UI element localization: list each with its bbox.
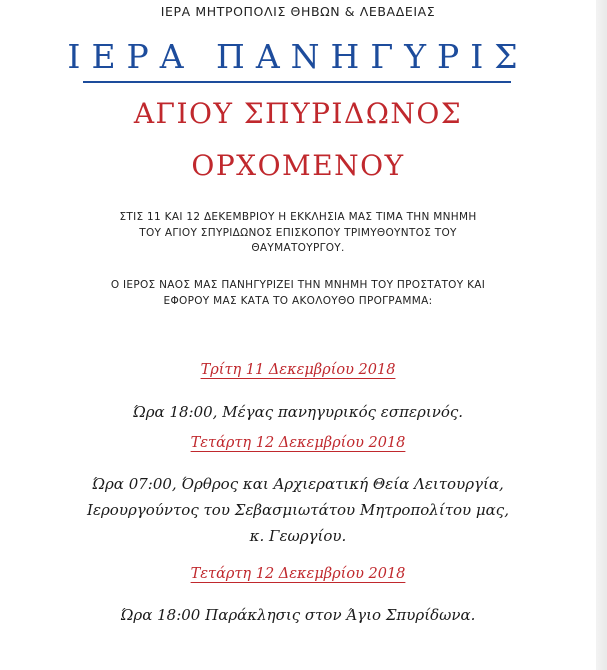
program-intro-paragraph — [0, 278, 596, 309]
intro-paragraph — [0, 210, 596, 257]
event-line: Ώρα 18:00, Μέγας πανηγυρικός εσπερινός. — [132, 403, 464, 421]
intro-line: ΤΟΥ ΑΓΙΟΥ ΣΠΥΡΙΔΩΝΟΣ ΕΠΙΣΚΟΠΟΥ ΤΡΙΜΥΘΟΥΝΤΟΣ ΤΟΥ — [139, 226, 457, 239]
event-line: Ώρα 07:00, Όρθρος και Αρχιερατική Θεία Λειτουργία, — [92, 475, 504, 493]
schedule-date — [0, 435, 596, 451]
page-title: ΙΕΡΑ ΠΑΝΗΓΥΡΙΣ — [67, 37, 529, 76]
schedule-date — [0, 566, 596, 582]
schedule-date-text: Τετάρτη 12 Δεκεμβρίου 2018 — [190, 435, 406, 451]
metropolis-header: ΙΕΡΑ ΜΗΤΡΟΠΟΛΙΣ ΘΗΒΩΝ & ΛΕΒΑΔΕΙΑΣ — [160, 4, 436, 19]
saint-subtitle: ΑΓΙΟΥ ΣΠΥΡΙΔΩΝΟΣ — [133, 97, 463, 130]
schedule-event — [0, 399, 596, 425]
event-line: κ. Γεωργίου. — [249, 527, 347, 545]
event-line: Ιερουργούντος του Σεβασμιωτάτου Μητροπολίτου μας, — [87, 501, 509, 519]
intro-line: ΕΦΟΡΟΥ ΜΑΣ ΚΑΤΑ ΤΟ ΑΚΟΛΟΥΘΟ ΠΡΟΓΡΑΜΜΑ: — [163, 294, 433, 307]
intro-line: ΘΑΥΜΑΤΟΥΡΓΟΥ. — [251, 242, 345, 254]
schedule-event — [0, 471, 596, 549]
schedule-date-text: Τετάρτη 12 Δεκεμβρίου 2018 — [190, 566, 406, 582]
town-name: ΟΡΧΟΜΕΝΟΥ — [191, 149, 405, 182]
schedule-event — [0, 602, 596, 628]
schedule-date-text: Τρίτη 11 Δεκεμβρίου 2018 — [200, 362, 396, 378]
event-line: Ώρα 18:00 Παράκλησις στον Άγιο Σπυρίδωνα. — [120, 606, 476, 624]
intro-line: ΣΤΙΣ 11 ΚΑΙ 12 ΔΕΚΕΜΒΡΙΟΥ Η ΕΚΚΛΗΣΙΑ ΜΑΣ ΤΙΜΑ ΤΗΝ ΜΝΗΜΗ — [119, 211, 477, 223]
page-edge — [596, 0, 607, 670]
schedule-date — [0, 362, 596, 378]
intro-line: Ο ΙΕΡΟΣ ΝΑΟΣ ΜΑΣ ΠΑΝΗΓΥΡΙΖΕΙ ΤΗΝ ΜΝΗΜΗ ΤΟΥ ΠΡΟΣΤΑΤΟΥ ΚΑΙ — [110, 279, 486, 291]
title-underline — [83, 81, 511, 83]
